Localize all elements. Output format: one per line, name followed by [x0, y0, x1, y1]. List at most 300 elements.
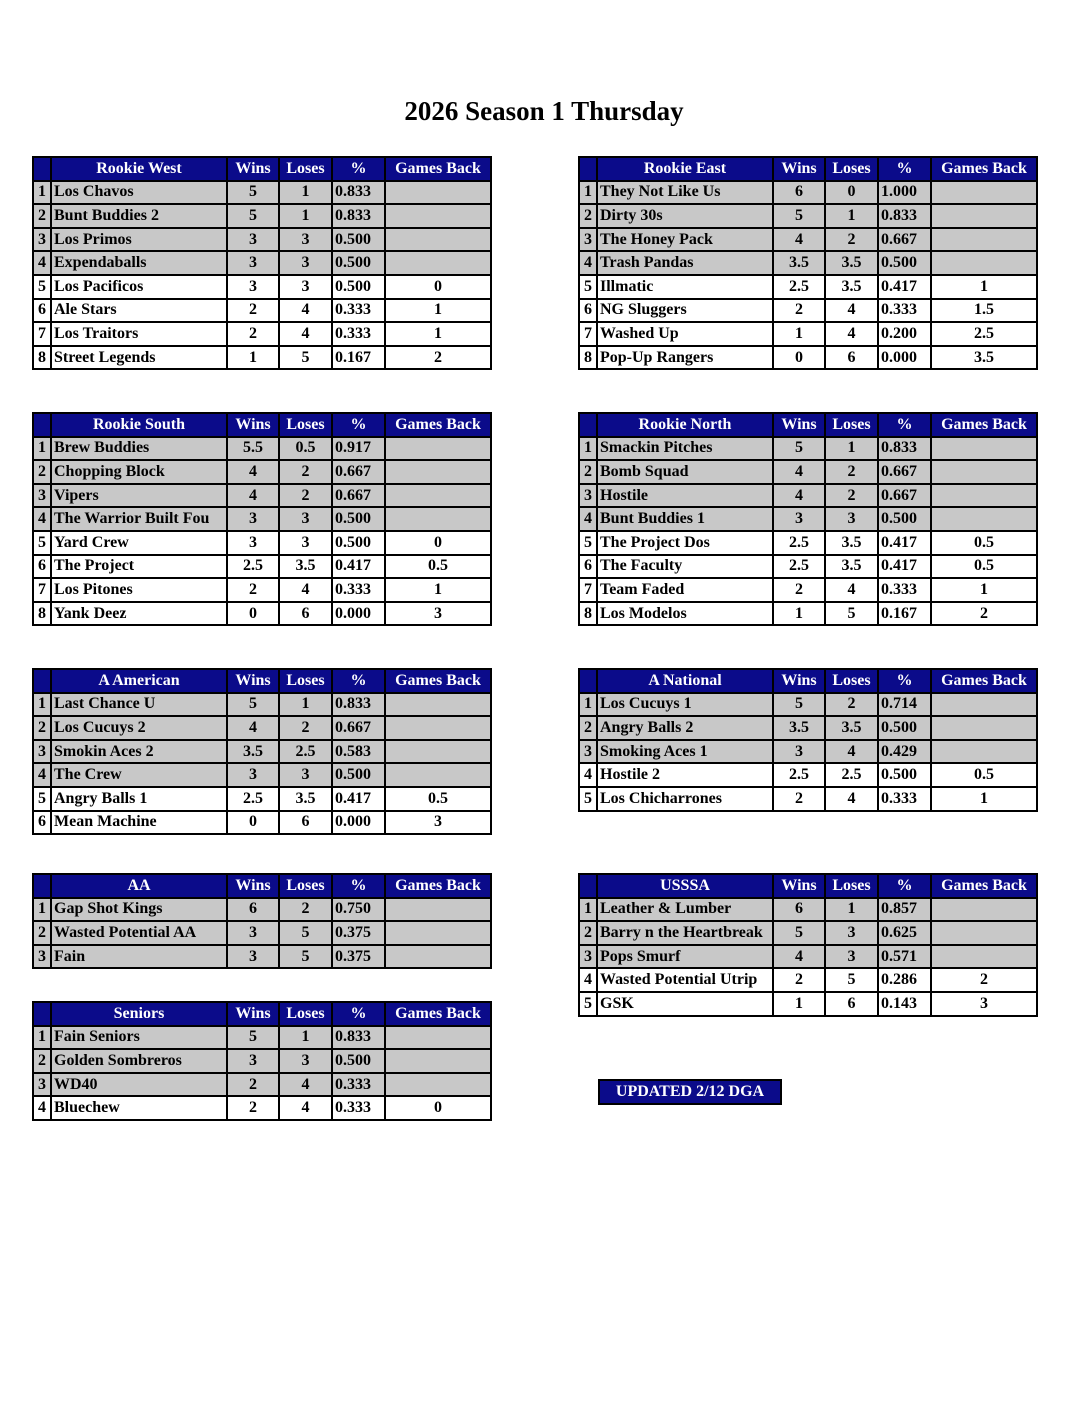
header-loses: Loses [825, 157, 878, 181]
rank-cell: 7 [33, 322, 51, 346]
table-row [579, 992, 1037, 1016]
header-wins: Wins [773, 669, 825, 693]
wins-cell: 3 [227, 275, 279, 299]
loses-cell: 3.5 [279, 787, 332, 811]
rank-cell: 5 [579, 992, 597, 1016]
games-back-cell [385, 437, 491, 461]
table-row [579, 437, 1037, 461]
header-division-name: Rookie North [597, 413, 773, 437]
wins-cell: 0 [227, 602, 279, 626]
header-row [33, 157, 491, 181]
games-back-cell [931, 507, 1037, 531]
games-back-cell: 1 [385, 578, 491, 602]
rank-cell: 3 [33, 945, 51, 969]
team-name-cell: Last Chance U [51, 693, 227, 717]
team-name-cell: Washed Up [597, 322, 773, 346]
pct-cell: 0.667 [332, 460, 385, 484]
table-row [579, 716, 1037, 740]
pct-cell: 0.200 [878, 322, 931, 346]
header-division-name: Rookie West [51, 157, 227, 181]
table-row [579, 299, 1037, 323]
table-row [579, 275, 1037, 299]
games-back-cell: 0 [385, 1096, 491, 1120]
pct-cell: 0.500 [332, 531, 385, 555]
team-name-cell: Dirty 30s [597, 204, 773, 228]
table-row [579, 181, 1037, 205]
pct-cell: 0.417 [878, 531, 931, 555]
team-name-cell: The Faculty [597, 555, 773, 579]
team-name-cell: Angry Balls 2 [597, 716, 773, 740]
games-back-cell: 1 [385, 299, 491, 323]
table-row [579, 460, 1037, 484]
pct-cell: 0.375 [332, 921, 385, 945]
team-name-cell: Los Chavos [51, 181, 227, 205]
header-row [33, 669, 491, 693]
wins-cell: 2 [773, 299, 825, 323]
pct-cell: 0.417 [878, 275, 931, 299]
loses-cell: 4 [825, 299, 878, 323]
header-row [579, 669, 1037, 693]
rank-cell: 6 [33, 299, 51, 323]
games-back-cell [931, 437, 1037, 461]
pct-cell: 0.667 [332, 716, 385, 740]
games-back-cell [385, 460, 491, 484]
header-wins: Wins [227, 413, 279, 437]
rank-cell: 1 [33, 898, 51, 922]
rank-cell: 5 [579, 787, 597, 811]
rank-cell: 5 [33, 787, 51, 811]
rank-cell: 2 [579, 921, 597, 945]
games-back-cell: 1 [385, 322, 491, 346]
pct-cell: 0.667 [332, 484, 385, 508]
wins-cell: 3 [227, 228, 279, 252]
rank-cell: 6 [579, 299, 597, 323]
games-back-cell: 1 [931, 578, 1037, 602]
loses-cell: 3 [825, 507, 878, 531]
wins-cell: 3 [227, 507, 279, 531]
pct-cell: 0.500 [332, 763, 385, 787]
team-name-cell: The Honey Pack [597, 228, 773, 252]
wins-cell: 2.5 [773, 275, 825, 299]
rank-cell: 4 [33, 251, 51, 275]
standings-table-rookie-north [578, 412, 1038, 626]
pct-cell: 0.667 [878, 484, 931, 508]
rank-cell: 2 [33, 921, 51, 945]
wins-cell: 3.5 [773, 251, 825, 275]
pct-cell: 0.000 [878, 346, 931, 370]
loses-cell: 4 [279, 322, 332, 346]
pct-cell: 0.500 [878, 716, 931, 740]
table-row [33, 251, 491, 275]
team-name-cell: Expendaballs [51, 251, 227, 275]
team-name-cell: Los Chicharrones [597, 787, 773, 811]
rank-cell: 2 [33, 460, 51, 484]
table-row [579, 693, 1037, 717]
wins-cell: 3 [227, 251, 279, 275]
games-back-cell [931, 204, 1037, 228]
pct-cell: 0.500 [332, 275, 385, 299]
table-row [33, 1049, 491, 1073]
games-back-cell [385, 693, 491, 717]
games-back-cell [385, 1073, 491, 1097]
loses-cell: 2 [279, 460, 332, 484]
rank-cell: 6 [33, 811, 51, 835]
table-row [33, 763, 491, 787]
loses-cell: 6 [279, 602, 332, 626]
header-rank [33, 1002, 51, 1026]
team-name-cell: Gap Shot Kings [51, 898, 227, 922]
games-back-cell: 0 [385, 531, 491, 555]
games-back-cell [931, 181, 1037, 205]
wins-cell: 5 [227, 204, 279, 228]
header-pct: % [332, 1002, 385, 1026]
header-pct: % [332, 669, 385, 693]
loses-cell: 4 [825, 322, 878, 346]
pct-cell: 0.833 [332, 1026, 385, 1050]
loses-cell: 2 [279, 716, 332, 740]
header-games-back: Games Back [931, 413, 1037, 437]
page-title: 2026 Season 1 Thursday [404, 96, 684, 126]
table-row [579, 228, 1037, 252]
rank-cell: 2 [33, 1049, 51, 1073]
table-row [33, 460, 491, 484]
table-row [33, 228, 491, 252]
games-back-cell: 2.5 [931, 322, 1037, 346]
pct-cell: 0.333 [878, 299, 931, 323]
header-wins: Wins [227, 1002, 279, 1026]
table-row [579, 921, 1037, 945]
games-back-cell [385, 507, 491, 531]
pct-cell: 0.625 [878, 921, 931, 945]
wins-cell: 2 [227, 1073, 279, 1097]
table-row [579, 531, 1037, 555]
team-name-cell: Los Cucuys 1 [597, 693, 773, 717]
team-name-cell: The Project [51, 555, 227, 579]
rank-cell: 1 [33, 437, 51, 461]
header-division-name: Rookie South [51, 413, 227, 437]
pct-cell: 0.000 [332, 602, 385, 626]
wins-cell: 4 [227, 460, 279, 484]
table-row [33, 716, 491, 740]
table-row [579, 251, 1037, 275]
table-row [33, 602, 491, 626]
games-back-cell [931, 945, 1037, 969]
table-row [33, 1026, 491, 1050]
header-games-back: Games Back [931, 669, 1037, 693]
header-games-back: Games Back [385, 874, 491, 898]
rank-cell: 2 [579, 716, 597, 740]
rank-cell: 3 [579, 228, 597, 252]
wins-cell: 4 [773, 460, 825, 484]
rank-cell: 5 [579, 275, 597, 299]
games-back-cell: 3 [385, 602, 491, 626]
loses-cell: 3.5 [825, 275, 878, 299]
header-rank [33, 669, 51, 693]
rank-cell: 8 [33, 602, 51, 626]
rank-cell: 1 [33, 1026, 51, 1050]
table-row [579, 484, 1037, 508]
loses-cell: 0.5 [279, 437, 332, 461]
table-row [33, 507, 491, 531]
table-row [33, 437, 491, 461]
loses-cell: 4 [279, 1073, 332, 1097]
pct-cell: 0.500 [332, 507, 385, 531]
standings-table-usssa [578, 873, 1038, 1017]
loses-cell: 3 [279, 531, 332, 555]
header-loses: Loses [279, 874, 332, 898]
games-back-cell: 0.5 [931, 763, 1037, 787]
header-loses: Loses [279, 157, 332, 181]
rank-cell: 1 [579, 898, 597, 922]
table-row [579, 346, 1037, 370]
pct-cell: 0.571 [878, 945, 931, 969]
games-back-cell [931, 693, 1037, 717]
wins-cell: 2 [773, 787, 825, 811]
rank-cell: 4 [33, 763, 51, 787]
pct-cell: 1.000 [878, 181, 931, 205]
wins-cell: 5 [773, 437, 825, 461]
games-back-cell [385, 1049, 491, 1073]
team-name-cell: Los Traitors [51, 322, 227, 346]
standings-table-aa [32, 873, 492, 969]
team-name-cell: Golden Sombreros [51, 1049, 227, 1073]
table-row [579, 968, 1037, 992]
pct-cell: 0.833 [332, 181, 385, 205]
pct-cell: 0.417 [332, 787, 385, 811]
rank-cell: 5 [33, 275, 51, 299]
games-back-cell: 3.5 [931, 346, 1037, 370]
loses-cell: 3 [825, 921, 878, 945]
header-pct: % [332, 157, 385, 181]
standings-table-seniors [32, 1001, 492, 1121]
loses-cell: 3 [279, 251, 332, 275]
table-row [579, 898, 1037, 922]
team-name-cell: The Project Dos [597, 531, 773, 555]
games-back-cell [385, 898, 491, 922]
standings-table-rookie-east [578, 156, 1038, 370]
games-back-cell [385, 740, 491, 764]
pct-cell: 0.429 [878, 740, 931, 764]
loses-cell: 4 [279, 1096, 332, 1120]
loses-cell: 6 [825, 346, 878, 370]
header-row [33, 413, 491, 437]
updated-badge: UPDATED 2/12 DGA [598, 1079, 782, 1105]
loses-cell: 2 [825, 228, 878, 252]
loses-cell: 3 [279, 228, 332, 252]
header-loses: Loses [279, 669, 332, 693]
pct-cell: 0.417 [332, 555, 385, 579]
header-games-back: Games Back [385, 669, 491, 693]
header-row [33, 874, 491, 898]
wins-cell: 4 [773, 228, 825, 252]
pct-cell: 0.583 [332, 740, 385, 764]
team-name-cell: Bomb Squad [597, 460, 773, 484]
header-division-name: USSSA [597, 874, 773, 898]
games-back-cell: 0.5 [931, 531, 1037, 555]
rank-cell: 5 [33, 531, 51, 555]
header-pct: % [878, 413, 931, 437]
header-rank [579, 874, 597, 898]
loses-cell: 1 [825, 898, 878, 922]
wins-cell: 5.5 [227, 437, 279, 461]
loses-cell: 4 [279, 578, 332, 602]
loses-cell: 2 [825, 484, 878, 508]
loses-cell: 6 [825, 992, 878, 1016]
team-name-cell: Vipers [51, 484, 227, 508]
team-name-cell: They Not Like Us [597, 181, 773, 205]
team-name-cell: Wasted Potential Utrip [597, 968, 773, 992]
table-row [33, 346, 491, 370]
pct-cell: 0.917 [332, 437, 385, 461]
loses-cell: 1 [279, 204, 332, 228]
table-row [33, 898, 491, 922]
wins-cell: 2.5 [227, 555, 279, 579]
wins-cell: 2 [227, 322, 279, 346]
pct-cell: 0.167 [332, 346, 385, 370]
pct-cell: 0.333 [332, 299, 385, 323]
team-name-cell: Yank Deez [51, 602, 227, 626]
pct-cell: 0.833 [878, 437, 931, 461]
rank-cell: 1 [579, 437, 597, 461]
loses-cell: 0 [825, 181, 878, 205]
wins-cell: 5 [773, 693, 825, 717]
header-games-back: Games Back [931, 874, 1037, 898]
standings-table-a-national [578, 668, 1038, 812]
loses-cell: 3 [279, 763, 332, 787]
pct-cell: 0.857 [878, 898, 931, 922]
team-name-cell: Fain Seniors [51, 1026, 227, 1050]
rank-cell: 8 [579, 602, 597, 626]
header-division-name: A American [51, 669, 227, 693]
rank-cell: 7 [579, 322, 597, 346]
wins-cell: 2 [773, 578, 825, 602]
table-row [33, 945, 491, 969]
team-name-cell: Smoking Aces 1 [597, 740, 773, 764]
games-back-cell [931, 460, 1037, 484]
games-back-cell [931, 716, 1037, 740]
games-back-cell [385, 181, 491, 205]
wins-cell: 6 [773, 898, 825, 922]
rank-cell: 7 [33, 578, 51, 602]
table-row [33, 299, 491, 323]
header-games-back: Games Back [931, 157, 1037, 181]
team-name-cell: NG Sluggers [597, 299, 773, 323]
wins-cell: 4 [773, 945, 825, 969]
wins-cell: 2.5 [227, 787, 279, 811]
team-name-cell: Hostile 2 [597, 763, 773, 787]
team-name-cell: Los Modelos [597, 602, 773, 626]
wins-cell: 5 [773, 204, 825, 228]
table-row [579, 322, 1037, 346]
rank-cell: 1 [579, 693, 597, 717]
rank-cell: 3 [33, 1073, 51, 1097]
games-back-cell [931, 484, 1037, 508]
team-name-cell: Chopping Block [51, 460, 227, 484]
table-row [33, 484, 491, 508]
pct-cell: 0.333 [878, 787, 931, 811]
header-pct: % [878, 874, 931, 898]
games-back-cell [931, 740, 1037, 764]
wins-cell: 5 [227, 181, 279, 205]
team-name-cell: WD40 [51, 1073, 227, 1097]
header-wins: Wins [227, 669, 279, 693]
rank-cell: 3 [33, 484, 51, 508]
header-row [33, 1002, 491, 1026]
games-back-cell [931, 921, 1037, 945]
table-row [579, 763, 1037, 787]
rank-cell: 1 [33, 693, 51, 717]
rank-cell: 4 [579, 507, 597, 531]
loses-cell: 5 [279, 945, 332, 969]
table-row [579, 555, 1037, 579]
rank-cell: 3 [33, 740, 51, 764]
team-name-cell: Yard Crew [51, 531, 227, 555]
pct-cell: 0.000 [332, 811, 385, 835]
pct-cell: 0.167 [878, 602, 931, 626]
loses-cell: 3 [279, 1049, 332, 1073]
pct-cell: 0.286 [878, 968, 931, 992]
games-back-cell: 0.5 [385, 555, 491, 579]
wins-cell: 3 [227, 1049, 279, 1073]
team-name-cell: Mean Machine [51, 811, 227, 835]
loses-cell: 4 [825, 740, 878, 764]
rank-cell: 6 [33, 555, 51, 579]
team-name-cell: Illmatic [597, 275, 773, 299]
table-row [33, 531, 491, 555]
team-name-cell: Fain [51, 945, 227, 969]
loses-cell: 2 [279, 898, 332, 922]
wins-cell: 4 [227, 716, 279, 740]
header-games-back: Games Back [385, 413, 491, 437]
team-name-cell: Trash Pandas [597, 251, 773, 275]
wins-cell: 2.5 [773, 763, 825, 787]
team-name-cell: Street Legends [51, 346, 227, 370]
team-name-cell: The Crew [51, 763, 227, 787]
team-name-cell: Los Pacificos [51, 275, 227, 299]
header-wins: Wins [773, 413, 825, 437]
loses-cell: 3.5 [279, 555, 332, 579]
wins-cell: 2 [773, 968, 825, 992]
header-games-back: Games Back [385, 157, 491, 181]
table-row [579, 787, 1037, 811]
team-name-cell: Los Primos [51, 228, 227, 252]
loses-cell: 2.5 [825, 763, 878, 787]
rank-cell: 8 [33, 346, 51, 370]
wins-cell: 3 [227, 945, 279, 969]
header-rank [33, 874, 51, 898]
loses-cell: 3 [279, 275, 332, 299]
table-row [33, 740, 491, 764]
games-back-cell [385, 921, 491, 945]
header-division-name: Rookie East [597, 157, 773, 181]
games-back-cell: 1 [931, 787, 1037, 811]
team-name-cell: Ale Stars [51, 299, 227, 323]
games-back-cell: 1 [931, 275, 1037, 299]
rank-cell: 2 [33, 716, 51, 740]
rank-cell: 2 [33, 204, 51, 228]
team-name-cell: Team Faded [597, 578, 773, 602]
loses-cell: 1 [825, 437, 878, 461]
team-name-cell: Wasted Potential AA [51, 921, 227, 945]
table-row [579, 945, 1037, 969]
header-games-back: Games Back [385, 1002, 491, 1026]
rank-cell: 7 [579, 578, 597, 602]
rank-cell: 3 [33, 228, 51, 252]
team-name-cell: Los Pitones [51, 578, 227, 602]
rank-cell: 4 [579, 763, 597, 787]
pct-cell: 0.750 [332, 898, 385, 922]
games-back-cell: 3 [931, 992, 1037, 1016]
